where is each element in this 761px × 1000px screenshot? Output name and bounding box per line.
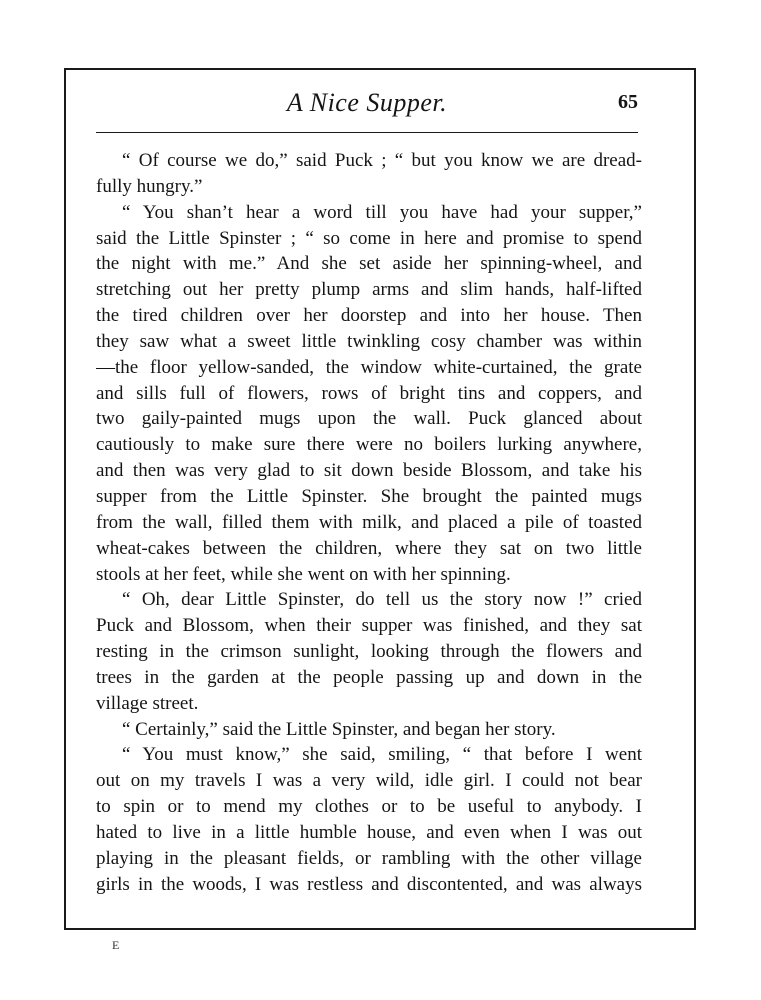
text-line: they saw what a sweet little twinkling cosy chamber was within	[96, 330, 642, 352]
running-header	[96, 88, 638, 128]
page-number: 65	[618, 91, 638, 113]
text-line: from the wall, filled them with milk, and placed a pile of toasted	[96, 511, 642, 533]
text-line: fully hungry.”	[96, 175, 203, 197]
text-line: girls in the woods, I was restless and discontented, and was always	[96, 873, 642, 895]
text-line: “ Certainly,” said the Little Spinster, and began her story.	[122, 718, 556, 740]
text-line: wheat-cakes between the children, where they sat on two little	[96, 537, 642, 559]
text-line: “ You must know,” she said, smiling, “ that before I went	[122, 744, 642, 766]
text-line: and then was very glad to sit down beside Blossom, and take his	[96, 460, 642, 482]
signature-mark: E	[112, 938, 120, 952]
text-line: supper from the Little Spinster. She brought the painted mugs	[96, 485, 642, 507]
text-line: cautiously to make sure there were no boilers lurking anywhere,	[96, 434, 642, 456]
text-line: two gaily-painted mugs upon the wall. Puck glanced about	[96, 408, 642, 430]
text-line: “ Of course we do,” said Puck ; “ but you know we are dread-	[122, 150, 642, 171]
text-line: stools at her feet, while she went on with her spinning.	[96, 563, 511, 585]
text-line: Puck and Blossom, when their supper was finished, and they sat	[96, 615, 642, 637]
body-text	[96, 148, 642, 897]
text-line: playing in the pleasant fields, or rambling with the other village	[96, 847, 642, 869]
text-line: “ You shan’t hear a word till you have had your supper,”	[122, 201, 642, 223]
text-line: hated to live in a little humble house, and even when I was out	[96, 821, 642, 843]
text-line: and sills full of flowers, rows of bright tins and coppers, and	[96, 382, 642, 404]
text-line: village street.	[96, 692, 199, 714]
text-line: said the Little Spinster ; “ so come in here and promise to spend	[96, 227, 642, 249]
text-line: stretching out her pretty plump arms and slim hands, half-lifted	[96, 279, 642, 301]
chapter-title: A Nice Supper.	[286, 88, 448, 117]
header-rule	[96, 132, 638, 133]
text-line: the night with me.” And she set aside her spinning-wheel, and	[96, 253, 642, 275]
text-line: —the floor yellow-sanded, the window white-curtained, the grate	[96, 356, 642, 378]
text-line: trees in the garden at the people passing up and down in the	[96, 666, 642, 688]
text-line: out on my travels I was a very wild, idle girl. I could not bear	[96, 770, 642, 792]
text-line: resting in the crimson sunlight, looking through the flowers and	[96, 641, 642, 663]
text-line: to spin or to mend my clothes or to be useful to anybody. I	[96, 796, 642, 818]
text-line: the tired children over her doorstep and into her house. Then	[96, 305, 642, 327]
text-line: “ Oh, dear Little Spinster, do tell us the story now !” cried	[122, 589, 642, 611]
